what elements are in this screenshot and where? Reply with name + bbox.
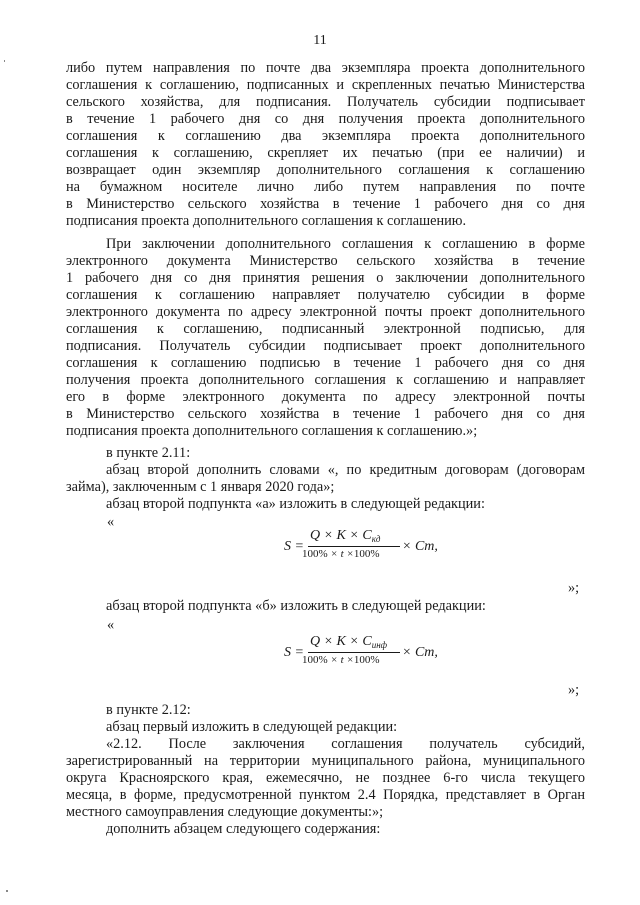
numerator-subscript: инф: [371, 640, 388, 650]
quote-close: »;: [568, 682, 580, 698]
den-right: 100%: [353, 548, 380, 560]
quote-open: «: [107, 514, 115, 530]
text-line: подписания. Получатель субсидии подписывает проект дополнительного: [66, 338, 585, 354]
text-line: 1 рабочего дня со дня принятия решения о заключении дополнительного: [66, 270, 585, 286]
text-line: абзац второй подпункта «а» изложить в следующей редакции:: [106, 496, 485, 512]
formula-numerator: [310, 528, 380, 544]
text-line: сельского хозяйства, для подписания. Получатель субсидии подписывает: [66, 94, 585, 110]
text-line: зарегистрированный на территории муниципального района, муниципального: [66, 753, 585, 769]
text-line: соглашения к соглашению направляет получателю субсидии в форме: [66, 287, 585, 303]
formula-lhs: S =: [284, 645, 304, 660]
formula-rhs: × Cm,: [402, 539, 438, 554]
text-line: электронного документа Министерство сельского хозяйства в течение: [66, 253, 585, 269]
scan-mark: [4, 60, 5, 62]
text-line: абзац второй подпункта «б» изложить в следующей редакции:: [106, 598, 486, 614]
text-line: подписания проекта дополнительного соглашения к соглашению.: [66, 213, 467, 229]
numerator-main: Q × K × C: [310, 634, 372, 649]
formula-1: [284, 528, 438, 568]
text-line: возвращает один экземпляр дополнительного соглашения к соглашению: [66, 162, 585, 178]
text-line: соглашения к соглашению, подписанных и скрепленных печатью Министерства: [66, 77, 585, 93]
text-line: «2.12. После заключения соглашения получатель субсидий,: [106, 736, 585, 752]
scan-mark: [6, 890, 8, 892]
text-line: абзац первый изложить в следующей редакции:: [106, 719, 398, 735]
text-line: соглашения к соглашению два экземпляра проекта дополнительного: [66, 128, 585, 144]
text-line: местного самоуправления следующие документы:»;: [66, 804, 384, 820]
text-line: абзац второй дополнить словами «, по кредитным договорам (договорам: [106, 462, 585, 478]
paragraph-1: [66, 60, 585, 230]
point-2-11-block: [66, 445, 585, 513]
quote-close: »;: [568, 580, 580, 596]
text-line: округа Красноярского края, ежемесячно, не позднее 6-го числа текущего: [66, 770, 585, 786]
numerator-subscript: кд: [371, 534, 381, 544]
den-right: 100%: [353, 654, 380, 666]
text-line: его в форме электронного документа по адресу электронной почты: [66, 389, 585, 405]
text-line: займа), заключенным с 1 января 2020 года»;: [66, 479, 335, 495]
formula-2: [284, 634, 438, 674]
formula-denominator: [302, 654, 380, 666]
fraction-bar: [308, 546, 400, 547]
text-line: электронного документа по адресу электронной почты проект дополнительного: [66, 304, 585, 320]
text-line: в течение 1 рабочего дня со дня получения проекта дополнительного: [66, 111, 585, 127]
paragraph-2: [66, 236, 585, 440]
text-line: При заключении дополнительного соглашения к соглашению в форме: [106, 236, 585, 252]
para-5: [66, 598, 585, 615]
fraction-bar: [308, 652, 400, 653]
page-number: 11: [313, 33, 327, 48]
text-line: либо путем направления по почте два экземпляра проекта дополнительного: [66, 60, 585, 76]
formula-lhs: S =: [284, 539, 304, 554]
quote-open: «: [107, 617, 115, 633]
text-line: в Министерство сельского хозяйства в течение 1 рабочего дня со дня: [66, 406, 585, 422]
text-line: получения проекта дополнительного соглашения к соглашению и направляет: [66, 372, 585, 388]
point-heading: в пункте 2.12:: [106, 702, 191, 718]
point-heading: в пункте 2.11:: [106, 445, 191, 461]
formula-denominator: [302, 548, 380, 560]
den-left: 100%: [302, 548, 328, 560]
den-mid: × t ×: [330, 654, 354, 666]
den-left: 100%: [302, 654, 328, 666]
text-line: в Министерство сельского хозяйства в течение 1 рабочего дня со дня: [66, 196, 585, 212]
text-line: подписания проекта дополнительного соглашения к соглашению.»;: [66, 423, 478, 439]
text-line: соглашения к соглашению, подписанный электронной подписью, для: [66, 321, 585, 337]
formula-numerator: [310, 634, 387, 650]
text-line: соглашения к соглашению, скрепляет их печатью (при ее наличии) и: [66, 145, 585, 161]
point-2-12-block: [66, 702, 585, 838]
formula-rhs: × Cm,: [402, 645, 438, 660]
text-line: соглашения к соглашению подписью в течение 1 рабочего дня со дня: [66, 355, 585, 371]
text-line: месяца, в форме, предусмотренной пунктом 2.4 Порядка, представляет в Орган: [66, 787, 585, 803]
den-mid: × t ×: [330, 548, 354, 560]
numerator-main: Q × K × C: [310, 528, 372, 543]
text-line: на бумажном носителе лично либо путем направления по почте: [66, 179, 585, 195]
text-line: дополнить абзацем следующего содержания:: [106, 821, 381, 837]
